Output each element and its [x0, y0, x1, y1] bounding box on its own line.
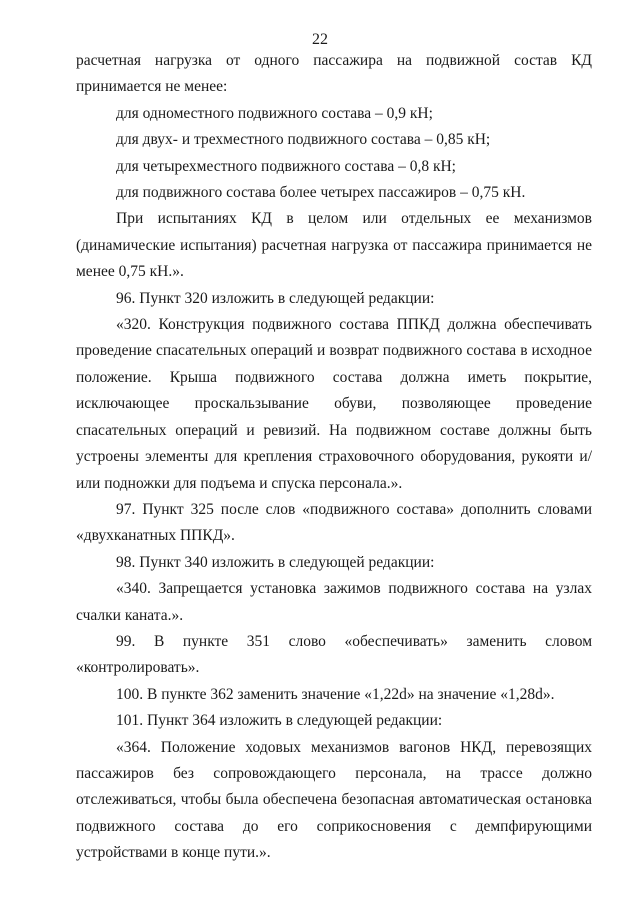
paragraph-item-97: 97. Пункт 325 после слов «подвижного состава» дополнить словами «двухканатных ППКД».	[76, 500, 592, 545]
paragraph-item-101: 101. Пункт 364 изложить в следующей редакции:	[116, 712, 443, 730]
list-item-four-seat: для четырехместного подвижного состава – 0,8 кН;	[116, 157, 456, 175]
paragraph-dynamic-tests: При испытаниях КД в целом или отдельных ее механизмов (динамические испытания) расчетная нагрузка от пассажира принимается не менее 0,75 кН.».	[76, 210, 592, 281]
list-item-more-than-four: для подвижного состава более четырех пассажиров – 0,75 кН.	[116, 184, 526, 202]
paragraph-clause-340: «340. Запрещается установка зажимов подвижного состава на узлах счалки каната.».	[76, 580, 592, 624]
paragraph-clause-364: «364. Положение ходовых механизмов вагонов НКД, перевозящих пассажиров без сопровождающего персонала, на трассе должно отслеживаться, чтобы была обеспечена безопасная автоматическая остановка подвижного состава до его соприкосновения с демпфирующими устройствами в конце пути.».	[76, 738, 592, 862]
page-number: 22	[312, 31, 328, 48]
paragraph-item-100: 100. В пункте 362 заменить значение «1,22d» на значение «1,28d».	[116, 685, 555, 703]
list-item-single-seat: для одноместного подвижного состава – 0,9 кН;	[116, 104, 433, 122]
paragraph-item-99: 99. В пункте 351 слово «обеспечивать» заменить словом «контролировать».	[76, 632, 592, 677]
paragraph-clause-320: «320. Конструкция подвижного состава ППКД должна обеспечивать проведение спасательных операций и возврат подвижного состава в исходное положение. Крыша подвижного состава должна иметь покрытие, исключающее проскальзывание обуви, позволяющее проведение спасательных операций и ревизий. На подвижном составе должны быть устроены элементы для крепления страховочного оборудования, рукояти и/или подножки для подъема и спуска персонала.».	[76, 316, 592, 492]
paragraph-item-96: 96. Пункт 320 изложить в следующей редакции:	[116, 289, 435, 307]
paragraph-item-98: 98. Пункт 340 изложить в следующей редакции:	[116, 553, 435, 571]
document-body	[76, 48, 592, 867]
list-item-two-three-seat: для двух- и трехместного подвижного состава – 0,85 кН;	[116, 131, 491, 149]
paragraph-load-intro: расчетная нагрузка от одного пассажира на подвижной состав КД принимается не менее:	[76, 52, 592, 96]
